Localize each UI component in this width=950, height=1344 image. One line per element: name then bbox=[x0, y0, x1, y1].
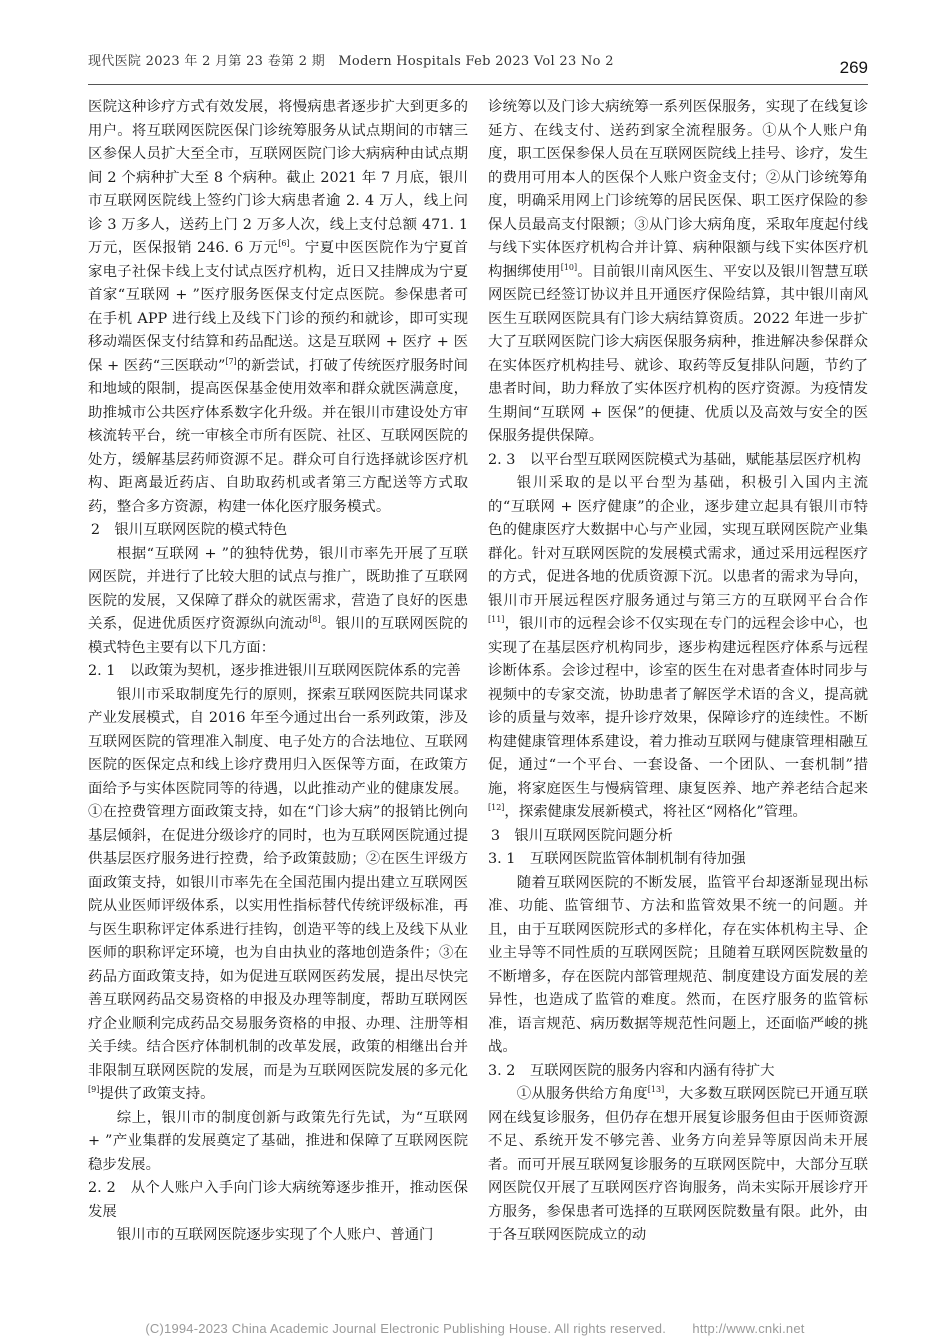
citation: [10] bbox=[560, 262, 578, 272]
paragraph: ①从服务供给方角度[13]，大多数互联网医院已开通互联网在线复诊服务，但仍存在想开展复诊服务但由于医师资源不足、系统开发不够完善、业务方向差异等原因尚未开展者。而可开展互联网复诊服务的互联网医院中，大部分互联网医院仅开展了互联网医疗咨询服务，尚未实际开展诊疗开方服务，参保患者可选择的互联网医院数量有限。此外，由于各互联网医院成立的动 bbox=[488, 1085, 868, 1243]
section-heading: 2 银川互联网医院的模式特色 bbox=[90, 522, 288, 538]
header-rule bbox=[88, 84, 868, 85]
paragraph: 银川市的互联网医院逐步实现了个人账户、普通门 bbox=[116, 1227, 434, 1243]
subsection-heading: 2. 3 以平台型互联网医院模式为基础，赋能基层医疗机构 bbox=[488, 451, 861, 468]
running-header bbox=[88, 50, 868, 80]
citation: [9] bbox=[88, 1085, 100, 1095]
journal-info: 现代医院 2023 年 2 月第 23 卷第 2 期 Modern Hospitals Feb 2023 Vol 23 No 2 bbox=[88, 54, 614, 69]
paragraph: 综上，银川市的制度创新与政策先行先试，为“互联网 + ”产业集群的发展奠定了基础，推进和保障了互联网医院稳步发展。 bbox=[88, 1109, 468, 1173]
citation: [13] bbox=[647, 1085, 665, 1095]
copyright-footer: (C)1994-2023 China Academic Journal Electronic Publishing House. All rights reserved. http://www.cnki.net bbox=[145, 1321, 805, 1336]
paragraph: 银川采取的是以平台型为基础，积极引入国内主流的“互联网 + 医疗健康”的企业，逐步建立起具有银川市特色的健康医疗大数据中心与产业园，实现互联网医院产业集群化。针对互联网医院的发展模式需求，通过采用远程医疗的方式，促进各地的优质资源下沉。以患者的需求为导向，银川市开展远程医疗服务通过与第三方的互联网平台合作[11]，银川市的远程会诊不仅实现在专门的远程会诊中心，也实现了在基层医疗机构同步，逐步构建远程医疗体系与远程诊断体系。会诊过程中，诊室的医生在对患者查体时同步与视频中的专家交流，协助患者了解医学术语的含义，提高就诊的质量与效率，提升诊疗效果，保障诊疗的连续性。不断构建健康管理体系建设，着力推动互联网与健康管理相融互促，通过“一个平台、一套设备、一个团队、一套机制”措施，将家庭医生与慢病管理、康复医养、地产养老结合起来[12]，探索健康发展新模式，将社区“网格化”管理。 bbox=[488, 475, 868, 820]
paragraph: 银川市采取制度先行的原则，探索互联网医院共同谋求产业发展模式，自 2016 年至今通过出台一系列政策，涉及互联网医院的管理准入制度、电子处方的合法地位、互联网医院的医保定点和线上诊疗费用归入医保等方面，在政策方面给予与实体医院同等的待遇，以此推动产业的健康发展。①在控费管理方面政策支持，如在“门诊大病”的报销比例向基层倾斜，在促进分级诊疗的同时，也为互联网医院通过提供基层医疗服务进行控费，给予政策鼓励；②在医生评级方面政策支持，如银川市率先在全国范围内提出建立互联网医院从业医师评级体系，以实用性指标替代传统评级标准，再与医生职称评定体系进行挂钩，创造平等的线上及线下从业医师的职称评定环境，也为自由执业的落地创造条件；③在药品方面政策支持，如为促进互联网医药发展，提出尽快完善互联网药品交易资格的申报及办理等制度，帮助互联网医疗企业顺利完成药品交易服务资格的申报、办理、注册等相关手续。结合医疗体制机制的改革发展，政策的相继出台并非限制互联网医院的发展，而是为互联网医院发展的多元化[9]提供了政策支持。 bbox=[88, 686, 468, 1102]
citation: [7] bbox=[225, 356, 237, 366]
subsection-heading: 3. 1 互联网医院监管体制机制有待加强 bbox=[488, 851, 746, 867]
citation: [11] bbox=[488, 615, 505, 625]
paragraph: 随着互联网医院的不断发展，监管平台却逐渐显现出标准、功能、监管细节、方法和监管效果不统一的问题。并且，由于互联网医院形式的多样化，存在实体机构主导、企业主导等不同性质的互联网医院；且随着互联网医院数量的不断增多，存在医院内部管理规范、制度建设方面发展的差异性，也造成了监管的难度。然而，在医疗服务的监管标准，语言规范、病历数据等规范性问题上，还面临严峻的挑战。 bbox=[488, 874, 868, 1055]
paragraph: 医院这种诊疗方式有效发展，将慢病患者逐步扩大到更多的用户。将互联网医院医保门诊统筹服务从试点期间的市辖三区参保人员扩大至全市，互联网医院门诊大病病种由试点期间 2 个病种扩大至 8 个病种。截止 2021 年 7 月底，银川市互联网医院线上签约门诊大病患者逾 2. 4 万人，线上问诊 3 万多人，送药上门 2 万多人次，线上支付总额 471. 1 万元，医保报销 246. 6 万元[6]。宁夏中医医院作为宁夏首家电子社保卡线上支付试点医疗机构，近日又挂牌成为宁夏首家“互联网 + ”医疗服务医保支付定点医院。参保患者可在手机 APP 进行线上及线下门诊的预约和就诊，即可实现移动端医保支付结算和药品配送。这是互联网 + 医疗 + 医保 + 医药“三医联动”[7]的新尝试，打破了传统医疗服务时间和地域的限制，提高医保基金使用效率和群众就医满意度，助推城市公共医疗体系数字化升级。并在银川市建设处方审核流转平台，统一审核全市所有医院、社区、互联网医院的处方，缓解基层药师资源不足。群众可自行选择就诊医疗机构、距离最近药店、自助取药机或者第三方配送等方式取药，整合多方资源，构建一体化医疗服务模式。 bbox=[88, 99, 468, 515]
right-column bbox=[488, 96, 868, 1248]
paragraph: 根据“互联网 + ”的独特优势，银川市率先开展了互联网医院，并进行了比较大胆的试点与推广，既助推了互联网医院的发展，又保障了群众的就医需求，营造了良好的医患关系，促进优质医疗资源纵向流动[8]。银川的互联网医院的模式特色主要有以下几方面： bbox=[88, 545, 468, 656]
paragraph: 诊统筹以及门诊大病统筹一系列医保服务，实现了在线复诊延方、在线支付、送药到家全流程服务。①从个人账户角度，职工医保参保人员在互联网医院线上挂号、诊疗，发生的费用可用本人的医保个人账户资金支付；②从门诊统筹角度，明确采用网上门诊统筹的居民医保、职工医疗保险的参保人员最高支付限额；③从门诊大病角度，采取年度起付线与线下实体医疗机构合并计算、病种限额与线下实体医疗机构捆绑使用[10]。目前银川南风医生、平安以及银川智慧互联网医院已经签订协议并且开通医疗保险结算，其中银川南风医生互联网医院具有门诊大病结算资质。2022 年进一步扩大了互联网医院门诊大病医保服务病种，推进解决参保群众在实体医疗机构挂号、就诊、取药等反复排队问题，节约了患者时间，助力释放了实体医疗机构的医疗资源。为疫情发生期间“互联网 + 医保”的便捷、优质以及高效与安全的医保服务提供保障。 bbox=[488, 99, 868, 444]
subsection-heading: 3. 2 互联网医院的服务内容和内涵有待扩大 bbox=[488, 1062, 775, 1079]
section-heading: 3 银川互联网医院问题分析 bbox=[490, 827, 673, 844]
citation: [6] bbox=[278, 239, 290, 249]
page-number: 269 bbox=[839, 58, 868, 77]
citation: [12] bbox=[488, 803, 505, 813]
subsection-heading: 2. 2 从个人账户入手向门诊大病统筹逐步推开，推动医保发展 bbox=[88, 1180, 468, 1220]
subsection-heading: 2. 1 以政策为契机，逐步推进银川互联网医院体系的完善 bbox=[88, 663, 461, 679]
left-column bbox=[88, 96, 468, 1248]
citation: [8] bbox=[309, 615, 321, 625]
